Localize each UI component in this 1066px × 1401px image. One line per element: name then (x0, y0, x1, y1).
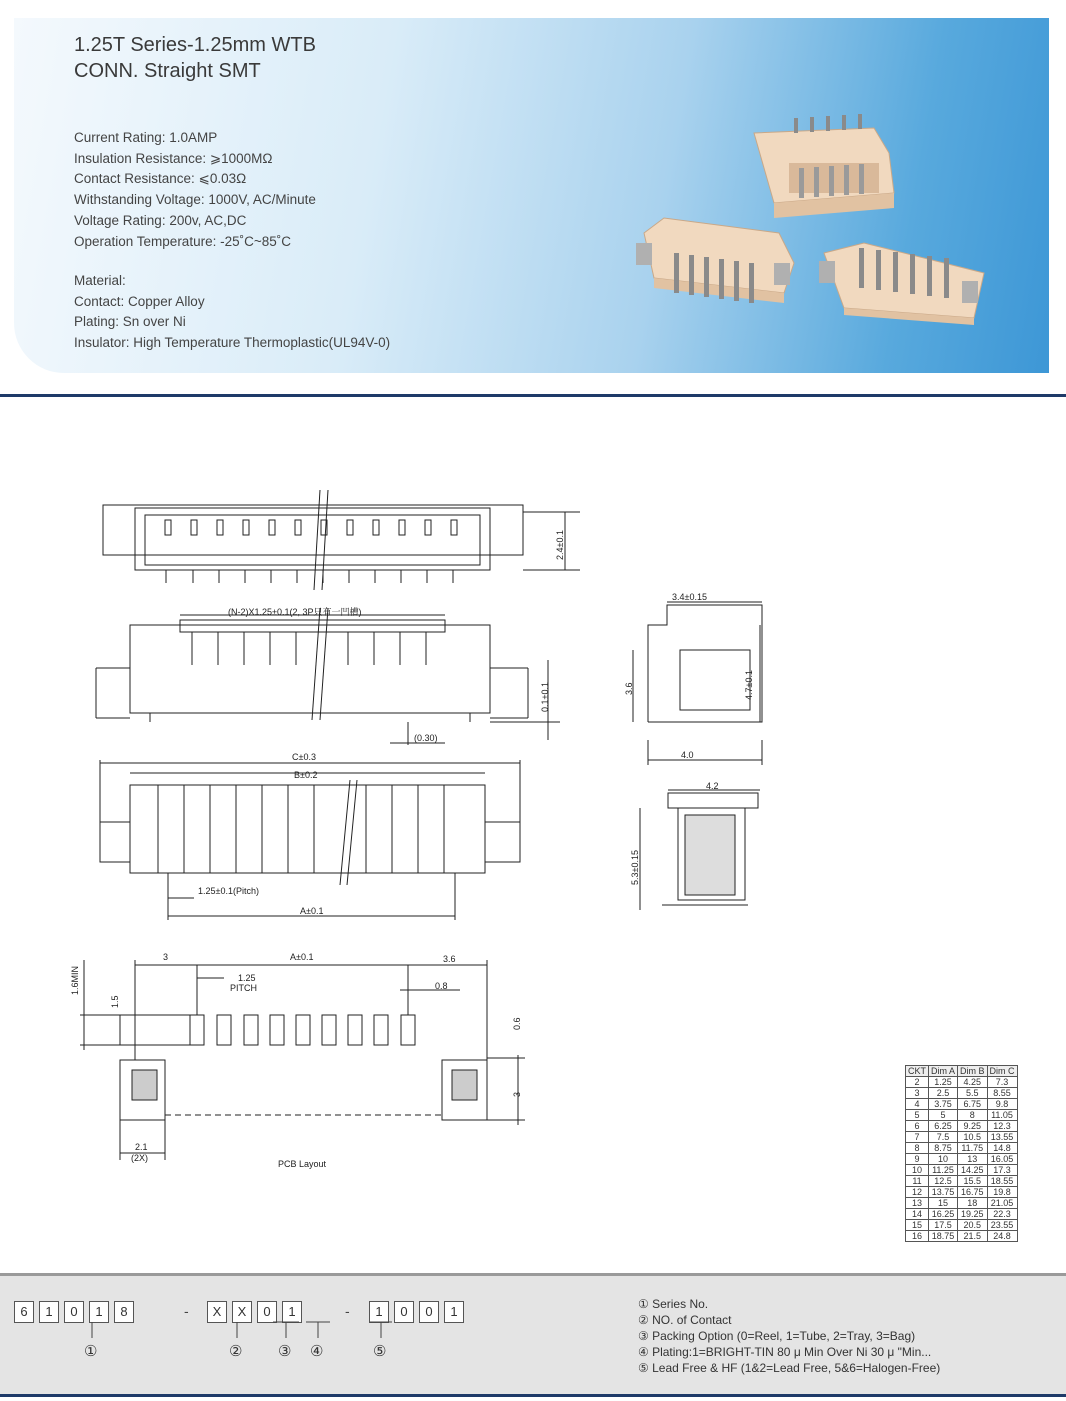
table-row (906, 1231, 1018, 1242)
label-pcb-36: 3.6 (443, 954, 456, 964)
cell: 12 (906, 1187, 929, 1198)
material-contact: Contact: Copper Alloy (74, 293, 205, 309)
cell: 4.25 (958, 1077, 988, 1088)
legend-item-1: ① Series No. (638, 1297, 709, 1311)
cell: 2 (906, 1077, 929, 1088)
cell: 17.5 (929, 1220, 958, 1231)
label-pcb-a: A±0.1 (290, 952, 314, 962)
pn-digit: 0 (64, 1301, 84, 1323)
cell: 19.25 (958, 1209, 988, 1220)
cell: 8.55 (987, 1088, 1017, 1099)
pn-digit: 0 (257, 1301, 277, 1323)
cell: 23.55 (987, 1220, 1017, 1231)
cell: 11.25 (929, 1165, 958, 1176)
cell: 17.3 (987, 1165, 1017, 1176)
label-pcb-3: 3 (163, 952, 169, 962)
spec-voltage: Voltage Rating: 200v, AC,DC (74, 212, 247, 228)
label-pcb-21: 2.1 (135, 1142, 148, 1152)
marker-1: ① (84, 1342, 98, 1360)
cell: 7.5 (929, 1132, 958, 1143)
cell: 10.5 (958, 1132, 988, 1143)
cell: 14.8 (987, 1143, 1017, 1154)
marker-5: ⑤ (373, 1342, 387, 1360)
cell: 18.55 (987, 1176, 1017, 1187)
cell: 10 (906, 1165, 929, 1176)
cell: 4 (906, 1099, 929, 1110)
part-number-footer (0, 1273, 1066, 1397)
cross-section-view (640, 790, 760, 910)
pn-digit: 1 (444, 1301, 464, 1323)
cell: 6.25 (929, 1121, 958, 1132)
cell: 8 (906, 1143, 929, 1154)
legend-item-3: ③ Packing Option (0=Reel, 1=Tube, 2=Tray, 3=Bag) (638, 1329, 916, 1343)
cell: 1.25 (929, 1077, 958, 1088)
table-row (906, 1099, 1018, 1110)
label-pitch: 1.25±0.1(Pitch) (198, 886, 259, 896)
col-ckt: CKT (906, 1066, 929, 1077)
cell: 15 (929, 1198, 958, 1209)
cell: 16.25 (929, 1209, 958, 1220)
cell: 16.05 (987, 1154, 1017, 1165)
cell: 15 (906, 1220, 929, 1231)
material-insulator: Insulator: High Temperature Thermoplastic(UL94V-0) (74, 335, 391, 351)
label-pcb-125: 1.25 (238, 973, 256, 983)
pn-digit: 6 (14, 1301, 34, 1323)
label-side-36: 3.6 (624, 682, 634, 695)
cell: 2.5 (929, 1088, 958, 1099)
cell: 18 (958, 1198, 988, 1209)
cell: 5.5 (958, 1088, 988, 1099)
part-number-legend (638, 1296, 940, 1376)
top-view (103, 490, 580, 590)
pn-digit: 1 (369, 1301, 389, 1323)
front-view (96, 608, 560, 745)
label-pcb-06: 0.6 (512, 1017, 522, 1030)
table-header-row (906, 1066, 1018, 1077)
cell: 5 (929, 1110, 958, 1121)
cell: 13 (958, 1154, 988, 1165)
cell: 6.75 (958, 1099, 988, 1110)
ckt-dimension-table (905, 1065, 1018, 1242)
cell: 15.5 (958, 1176, 988, 1187)
table-row (906, 1187, 1018, 1198)
label-dim-b: B±0.2 (294, 770, 318, 780)
cell: 21.5 (958, 1231, 988, 1242)
label-dim-a: A±0.1 (300, 906, 324, 916)
cell: 7 (906, 1132, 929, 1143)
cell: 12.3 (987, 1121, 1017, 1132)
cell: 6 (906, 1121, 929, 1132)
cell: 22.3 (987, 1209, 1017, 1220)
pn-digit: X (207, 1301, 227, 1323)
cell: 11.75 (958, 1143, 988, 1154)
cell: 5 (906, 1110, 929, 1121)
col-dim-b: Dim B (958, 1066, 988, 1077)
spec-insulation: Insulation Resistance: ⩾1000MΩ (74, 150, 273, 166)
pn-digit: 0 (419, 1301, 439, 1323)
table-row (906, 1077, 1018, 1088)
label-side-53: 5.3±0.15 (630, 850, 640, 885)
cell: 11.05 (987, 1110, 1017, 1121)
table-row (906, 1088, 1018, 1099)
cell: 13.75 (929, 1187, 958, 1198)
cell: 16.75 (958, 1187, 988, 1198)
cell: 11 (906, 1176, 929, 1187)
cell: 13 (906, 1198, 929, 1209)
marker-2: ② (229, 1342, 243, 1360)
pn-dash-2: - (345, 1303, 350, 1319)
spec-current: Current Rating: 1.0AMP (74, 130, 218, 145)
pn-digit: X (232, 1301, 252, 1323)
label-pcb-title: PCB Layout (278, 1159, 327, 1169)
material-plating: Plating: Sn over Ni (74, 314, 186, 330)
cell: 9 (906, 1154, 929, 1165)
pn-dash-1: - (184, 1303, 189, 1319)
cell: 13.55 (987, 1132, 1017, 1143)
cell: 19.8 (987, 1187, 1017, 1198)
spec-withstanding: Withstanding Voltage: 1000V, AC/Minute (74, 192, 316, 208)
cell: 8.75 (929, 1143, 958, 1154)
label-pcb-3v: 3 (512, 1091, 522, 1097)
table-row (906, 1110, 1018, 1121)
cell: 9.25 (958, 1121, 988, 1132)
table-row (906, 1121, 1018, 1132)
cell: 10 (929, 1154, 958, 1165)
table-row (906, 1198, 1018, 1209)
label-side-40: 4.0 (681, 750, 694, 760)
table-row (906, 1132, 1018, 1143)
spec-temperature: Operation Temperature: -25˚C~85˚C (74, 233, 291, 249)
label-pcb-16min: 1.6MIN (70, 965, 80, 995)
table-row (906, 1154, 1018, 1165)
table-row (906, 1220, 1018, 1231)
cell: 8 (958, 1110, 988, 1121)
cell: 3.75 (929, 1099, 958, 1110)
bottom-view (100, 760, 520, 920)
marker-3: ③ (278, 1342, 292, 1360)
label-side-47: 4.7±0.1 (744, 670, 754, 700)
col-dim-c: Dim C (987, 1066, 1017, 1077)
part-number-connectors (0, 1276, 600, 1394)
label-pcb-08: 0.8 (435, 981, 448, 991)
cell: 14.25 (958, 1165, 988, 1176)
legend-item-4: ④ Plating:1=BRIGHT-TIN 80 μ Min Over Ni 30 μ "Min... (638, 1345, 932, 1359)
label-pcb-15: 1.5 (110, 995, 120, 1008)
cell: 16 (906, 1231, 929, 1242)
label-height-24: 2.4±0.1 (555, 530, 565, 560)
cell: 7.3 (987, 1077, 1017, 1088)
table-row (906, 1143, 1018, 1154)
label-pitch-note: (N-2)X1.25±0.1(2, 3P只有一凹槽) (228, 607, 362, 617)
label-side-42: 4.2 (706, 781, 719, 791)
pn-digit: 0 (394, 1301, 414, 1323)
cell: 18.75 (929, 1231, 958, 1242)
marker-4: ④ (310, 1342, 324, 1360)
material-heading: Material: (74, 273, 126, 288)
cell: 3 (906, 1088, 929, 1099)
label-dim-c: C±0.3 (292, 752, 316, 762)
col-dim-a: Dim A (929, 1066, 958, 1077)
cell: 14 (906, 1209, 929, 1220)
cell: 9.8 (987, 1099, 1017, 1110)
pn-digit: 1 (39, 1301, 59, 1323)
label-height-01: 0.1±0.1 (540, 682, 550, 712)
label-pcb-2x: (2X) (131, 1153, 149, 1163)
legend-item-5: ⑤ Lead Free & HF (1&2=Lead Free, 5&6=Halogen-Free) (638, 1361, 941, 1375)
pcb-layout (80, 960, 525, 1160)
title-line-2: CONN. Straight SMT (74, 60, 261, 82)
drawing-labels (70, 530, 754, 1169)
cell: 21.05 (987, 1198, 1017, 1209)
pn-digit: 1 (282, 1301, 302, 1323)
legend-item-2: ② NO. of Contact (638, 1313, 732, 1327)
cell: 24.8 (987, 1231, 1017, 1242)
cell: 20.5 (958, 1220, 988, 1231)
side-view (633, 602, 762, 765)
table-row (906, 1165, 1018, 1176)
pn-digit: 8 (114, 1301, 134, 1323)
cell: 12.5 (929, 1176, 958, 1187)
table-row (906, 1176, 1018, 1187)
title-line-1: 1.25T Series-1.25mm WTB (74, 34, 316, 56)
label-030: (0.30) (414, 733, 438, 743)
pn-digit: 1 (89, 1301, 109, 1323)
label-pcb-pitch: PITCH (230, 983, 257, 993)
spec-contact-resistance: Contact Resistance: ⩽0.03Ω (74, 171, 247, 187)
table-row (906, 1209, 1018, 1220)
label-side-34: 3.4±0.15 (672, 592, 707, 602)
